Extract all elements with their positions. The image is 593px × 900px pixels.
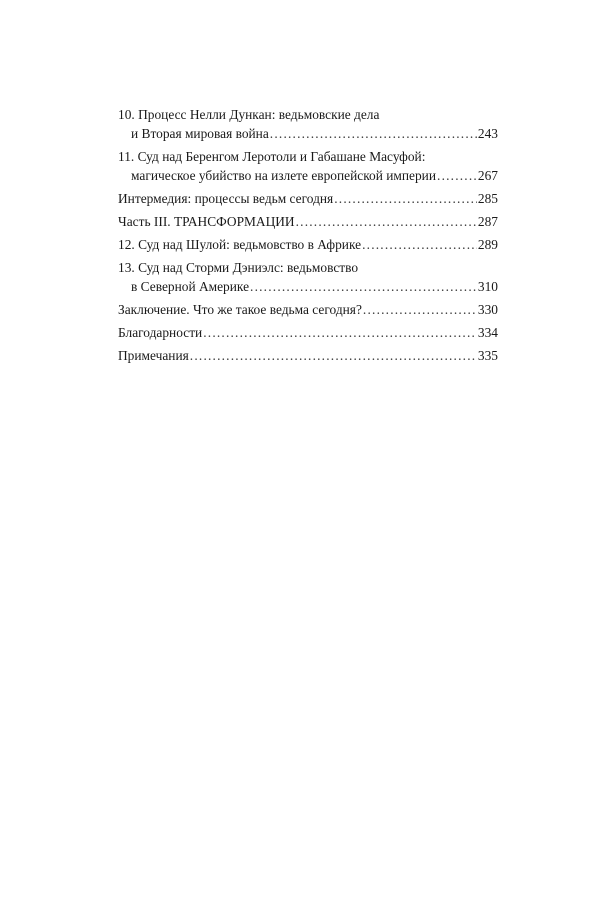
toc-entry-title: 12. Суд над Шулой: ведьмовство в Африке [118, 237, 362, 252]
toc-page-number: 243 [477, 126, 498, 141]
toc-entry-title: Примечания [118, 348, 189, 363]
toc-entry-title: Интермедия: процессы ведьм сегодня [118, 191, 334, 206]
toc-entry-acknowledgements[interactable] [118, 323, 498, 342]
dot-leader [362, 235, 477, 254]
toc-page-number: 267 [477, 168, 498, 183]
dot-leader [250, 277, 477, 296]
toc-page-number: 310 [477, 279, 498, 294]
toc-entry-title: Заключение. Что же такое ведьма сегодня? [118, 302, 362, 317]
toc-entry-chapter-13[interactable] [118, 258, 498, 296]
toc-entry-chapter-10[interactable] [118, 105, 498, 143]
toc-entry-title: 13. Суд над Сторми Дэниэлс: ведьмовство [118, 260, 359, 275]
toc-page-number: 289 [477, 237, 498, 252]
table-of-contents [118, 105, 498, 369]
toc-entry-title: Часть III. ТРАНСФОРМАЦИИ [118, 214, 295, 229]
dot-leader [334, 189, 477, 208]
toc-entry-title: 10. Процесс Нелли Дункан: ведьмовские дела [118, 107, 380, 122]
toc-entry-conclusion[interactable] [118, 300, 498, 319]
toc-entry-notes[interactable] [118, 346, 498, 365]
toc-entry-chapter-11[interactable] [118, 147, 498, 185]
toc-entry-title: Благодарности [118, 325, 203, 340]
toc-entry-part-3[interactable] [118, 212, 498, 231]
toc-entry-title-continued: и Вторая мировая война [131, 126, 269, 141]
dot-leader [190, 346, 477, 365]
toc-entry-title-continued: магическое убийство на излете европейской империи [131, 168, 437, 183]
toc-entry-chapter-12[interactable] [118, 235, 498, 254]
toc-page-number: 287 [477, 214, 498, 229]
dot-leader [270, 124, 477, 143]
dot-leader [296, 212, 477, 231]
toc-page-number: 330 [477, 302, 498, 317]
toc-entry-title-continued: в Северной Америке [131, 279, 250, 294]
toc-page-number: 335 [477, 348, 498, 363]
dot-leader [203, 323, 477, 342]
toc-page-number: 285 [477, 191, 498, 206]
dot-leader [363, 300, 477, 319]
toc-entry-intermedia[interactable] [118, 189, 498, 208]
dot-leader [437, 166, 477, 185]
toc-entry-title: 11. Суд над Беренгом Леротоли и Габашане Масуфой: [118, 149, 426, 164]
toc-page-number: 334 [477, 325, 498, 340]
